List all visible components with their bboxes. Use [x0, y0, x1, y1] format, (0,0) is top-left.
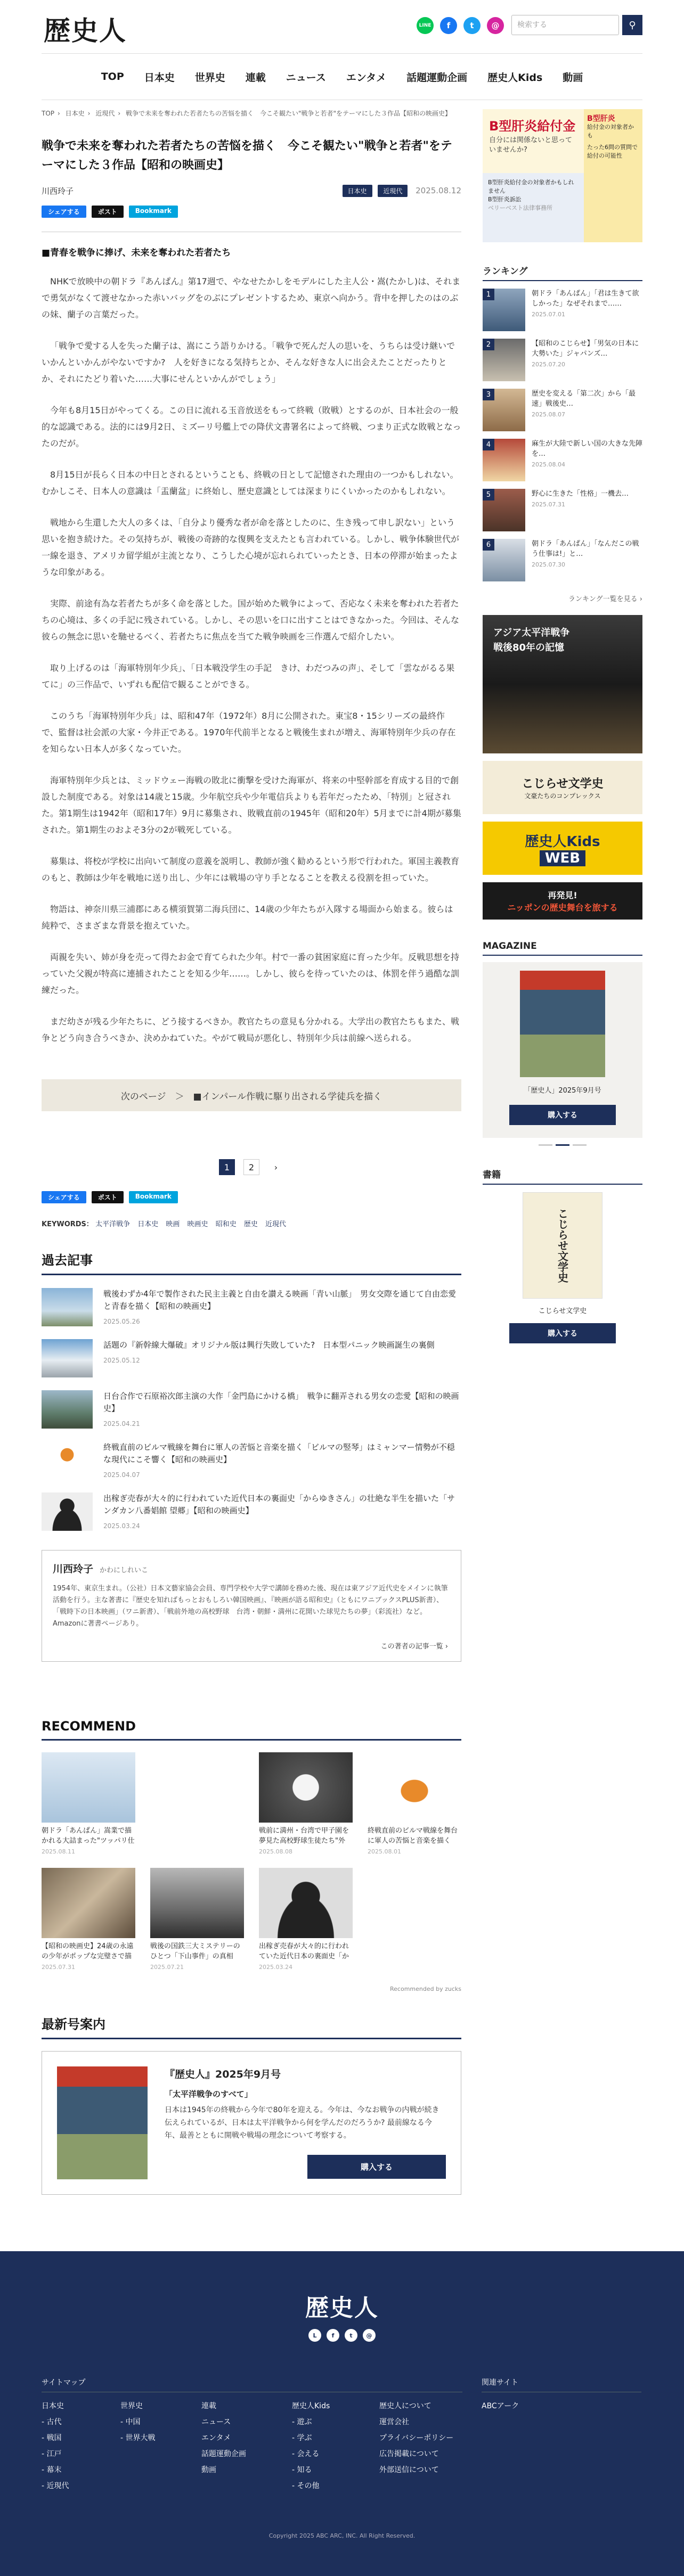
breadcrumb-modern[interactable]: 近現代: [95, 110, 115, 117]
carousel-dot[interactable]: [573, 1144, 587, 1146]
article-paragraph: 8月15日が長らく日本の中日とされるということも、終戦の日として記憶された理由の一つかもしれない。むかしこそ、日本人の意識は「盂蘭盆」に終始し、歴史意識としては深まりにくいかったのかもしれない。: [42, 470, 459, 496]
ranking-date: 2025.08.04: [532, 461, 565, 468]
global-nav: [0, 54, 684, 100]
latest-issue-title: 『歴史人』2025年9月号: [165, 2069, 281, 2080]
carousel-dots: [483, 1144, 642, 1146]
recommend-title: 出稼ぎ売春が大々的に行われていた近代日本の裏面史「か: [259, 1942, 349, 1960]
recommend-thumbnail: [150, 1752, 244, 1823]
footer-col: [120, 2398, 156, 2446]
banner-title: アジア太平洋戦争: [493, 627, 570, 638]
recommend-item[interactable]: [42, 1752, 135, 1855]
article-paragraph: 物語は、神奈川県三浦郡にある横須賀第二海兵団に、14歳の少年たちが入隊する場面から始まる。彼らは純粋で、さまざまな背景を抱えていた。: [42, 904, 453, 931]
x-post-button[interactable]: ポスト: [92, 1191, 124, 1203]
banner-title: 歴史人Kids: [525, 833, 600, 850]
past-articles: [42, 1288, 461, 1531]
footer-link[interactable]: 歴史人Kids: [292, 2402, 330, 2410]
nav-kids[interactable]: 歴史人Kids: [487, 71, 543, 84]
page-1[interactable]: 1: [219, 1159, 235, 1175]
nav-japanese-history[interactable]: 日本史: [144, 71, 175, 84]
nav-top[interactable]: TOP: [101, 71, 124, 83]
ranking-item[interactable]: [483, 289, 642, 331]
recommend-title: 戦前に満州・台湾で甲子園を夢見た高校野球生徒たち"外: [259, 1827, 349, 1845]
publish-date: 2025.08.12: [416, 186, 461, 195]
footer-link[interactable]: 歴史人について: [379, 2402, 431, 2410]
past-articles-heading: 過去記事: [42, 1250, 461, 1275]
past-article-title: 日台合作で石原裕次郎主演の大作「金門島にかける橋」 戦争に翻弄される男女の恋愛【昭和の映画史】: [103, 1391, 459, 1413]
facebook-icon[interactable]: f: [440, 17, 457, 34]
recommend-date: 2025.03.24: [259, 1964, 292, 1971]
nav-news[interactable]: ニュース: [286, 71, 326, 84]
banner-rediscover[interactable]: [483, 882, 642, 920]
article-thumbnail: [42, 1441, 93, 1480]
rank-number: 3: [483, 389, 494, 400]
banner-subtitle: 文豪たちのコンプレックス: [524, 792, 601, 800]
carousel-dot-active[interactable]: [556, 1144, 569, 1146]
facebook-share-button[interactable]: シェアする: [42, 1191, 86, 1203]
past-article-title: 終戦直前のビルマ戦線を舞台に軍人の苦悩と音楽を描く「ビルマの竪琴」はミャンマー情勢が不穏な現代にこそ響く【昭和の映画史】: [103, 1442, 455, 1464]
magazine-title: 「歴史人」2025年9月号: [524, 1087, 601, 1095]
ranking-item[interactable]: [483, 489, 642, 531]
ad-title: B型肝炎給付金: [489, 119, 576, 134]
article-paragraph: 「戦争で愛する人を失った蘭子は、嵩にこう語りかける。「戦争で死んだ人の思いを、うちらは受け継いでいかんといかんがやないですか? 人を好きになる気持ちとか、そんな好きな人に出会えたことだったりとか、それにたどり着いた……大事にせんといかんがでしょう」: [42, 341, 455, 384]
recommend-thumbnail: [368, 1868, 461, 1938]
footer-link[interactable]: - 世界大戦: [120, 2434, 156, 2442]
keyword[interactable]: 歴史: [243, 1220, 258, 1228]
footer-link[interactable]: - 古代: [42, 2418, 62, 2426]
recommend-date: 2025.08.08: [259, 1848, 292, 1855]
ad-lower-panel: [483, 173, 584, 242]
keywords: [42, 1218, 461, 1228]
rank-number: 5: [483, 489, 494, 501]
footer-link[interactable]: ABCアーク: [482, 2402, 519, 2410]
ranking-title: 麻生が大陸で新しい国の大きな先陣を…: [532, 440, 643, 458]
past-article-date: 2025.04.07: [103, 1471, 140, 1479]
footer-link[interactable]: 広告掲載について: [379, 2450, 439, 2458]
banner-war-memory[interactable]: [483, 615, 642, 753]
article-paragraph: 今年も8月15日がやってくる。この日に流れる玉音放送をもって終戦（敗戦）とするのが、日本社会の一般的な認識である。法的には9月2日、ミズーリ号艦上での降伏文書署名によって終戦、つまり正式な敗戦となったのだが。: [42, 405, 461, 448]
x-post-button[interactable]: ポスト: [92, 206, 124, 218]
book-title: こじらせ文学史: [538, 1307, 587, 1315]
footer-col: [201, 2398, 246, 2478]
recommend-date: 2025.07.21: [150, 1964, 184, 1971]
footer-link[interactable]: - 会える: [292, 2450, 320, 2458]
banner-subtitle: 戦後80年の記憶: [493, 642, 565, 653]
ranking-date: 2025.07.31: [532, 501, 565, 508]
breadcrumb: TOP › 日本史 › 近現代 › 戦争で未来を奪われた若者たちの苦悩を描く 今こそ観たい"戦争と若者"をテーマにした３作品【昭和の映画史】: [42, 110, 452, 117]
latest-issue-box: [42, 2051, 461, 2195]
ranking-date: 2025.07.20: [532, 361, 565, 368]
past-article-date: 2025.05.12: [103, 1357, 140, 1364]
site-footer: [0, 2251, 684, 2576]
ad-subtitle: 自分には関係ないと思っていませんか?: [489, 136, 573, 154]
footer-link[interactable]: 動画: [201, 2466, 216, 2474]
footer-col: [379, 2398, 453, 2478]
keywords-label: KEYWORDS：: [42, 1220, 93, 1228]
keyword[interactable]: 日本史: [137, 1220, 159, 1228]
recommend-grid: [42, 1752, 461, 1971]
author-box: [42, 1550, 461, 1662]
footer-col: [482, 2398, 519, 2414]
magazine-cover[interactable]: [520, 971, 605, 1077]
article-thumbnail: [42, 1492, 93, 1531]
recommend-title: [150, 1826, 244, 1846]
banner-title: こじらせ文学史: [522, 777, 604, 791]
page-2[interactable]: 2: [243, 1159, 259, 1175]
footer-link[interactable]: - 近現代: [42, 2482, 69, 2490]
recommend-title: [368, 1941, 461, 1962]
related-sites-heading: 関連サイト: [482, 2377, 641, 2392]
past-article-date: 2025.04.21: [103, 1420, 140, 1428]
nav-video[interactable]: 動画: [563, 71, 583, 84]
ad-line: B型肝炎給付金の対象者かもしれません: [488, 179, 574, 194]
footer-link[interactable]: - 知る: [292, 2466, 312, 2474]
author-row: [42, 185, 461, 197]
footer-link[interactable]: 日本史: [42, 2402, 64, 2410]
ranking-more-link[interactable]: ランキング一覧を見る ›: [568, 595, 642, 603]
ranking-item[interactable]: [483, 539, 642, 581]
article-paragraph: 海軍特別年少兵とは、ミッドウェー海戦の敗北に衝撃を受けた海軍が、将来の中堅幹部を育成する目的で創設した制度である。対象は14歳と15歳。少年航空兵や少年電信兵よりも若年だったため、「特別」と冠された。第1期生は1942年（昭和17年）9月に募集され、敗戦直前の1945年（昭和20年）5月までに計4期が募集された。第1期生のおよそ3分の2が戦死している。: [42, 775, 461, 835]
past-article[interactable]: [42, 1288, 461, 1326]
zucks-credit[interactable]: Recommended by zucks: [390, 1986, 461, 1992]
article-paragraph: 取り上げるのは「海軍特別年少兵」、「日本戦没学生の手記 きけ、わだつみの声」、そして「雲ながるる果てに」の三作品で、いずれも配信で観ることができる。: [42, 663, 455, 690]
footer-link[interactable]: - 遊ぶ: [292, 2418, 312, 2426]
ranking-title: 野心に生きた「性格」一機去…: [532, 490, 629, 498]
line-icon[interactable]: LINE: [417, 17, 434, 34]
footer-link[interactable]: ニュース: [201, 2418, 231, 2426]
rank-number: 6: [483, 539, 494, 551]
keyword[interactable]: 昭和史: [215, 1220, 237, 1228]
recommend-item-empty: [150, 1752, 244, 1855]
article-title: 戦争で未来を奪われた若者たちの苦悩を描く 今こそ観たい"戦争と若者"をテーマにした３作品【昭和の映画史】: [42, 140, 452, 172]
footer-link[interactable]: - 幕末: [42, 2466, 62, 2474]
ad-line: ベリーベスト法律事務所: [488, 204, 552, 211]
share-buttons: [42, 206, 461, 218]
keyword[interactable]: 映画史: [187, 1220, 208, 1228]
magazine-cover[interactable]: [57, 2066, 148, 2179]
footer-link[interactable]: - 江戸: [42, 2450, 62, 2458]
article-paragraph: 実際、前途有為な若者たちが多く命を落とした。国が始めた戦争によって、否応なく未来を奪われた若者たちの心境は、多くの手記に残されている。しかし、その思いを口に出すことはできなかった。今回は、そんな彼らの無念に思いを馳せるべく、若者たちに焦点を当てた戦争映画を三作選んで紹介したい。: [42, 598, 460, 642]
nav-series[interactable]: 連載: [245, 71, 266, 84]
footer-sitemap: [42, 2377, 642, 2490]
latest-issue-heading: 最新号案内: [42, 2014, 461, 2039]
ad-right-line: 給付金の対象者かも: [587, 124, 634, 139]
breadcrumb-top[interactable]: TOP: [42, 110, 55, 117]
book-item: [483, 1192, 642, 1352]
article-paragraph: 戦地から生還した大人の多くは、「自分より優秀な者が命を落としたのに、生き残って申し訳ない」という思いを抱き続けた。その気持ちが、戦後の奇跡的な復興を支えたとも言われている。しかし、戦争体験世代が一線を退き、アメリカ留学組が主流となり、こうした心境が忘れられていったとき、日本の停滞が始まったような印象がある。: [42, 518, 460, 577]
breadcrumb-current: 戦争で未来を奪われた若者たちの苦悩を描く 今こそ観たい"戦争と若者"をテーマにした３作品【昭和の映画史】: [125, 110, 452, 117]
ad-right-line: たった6問の質問で給付の可能性: [587, 144, 638, 159]
past-article[interactable]: [42, 1441, 461, 1480]
article-paragraph: 募集は、将校が学校に出向いて制度の意義を説明し、教師が強く勧めるという形で行われた。軍国主義教育のもと、教師は少年を戦地に送り出し、少年には戦場の守り手となることを教える役割を担っていた。: [42, 856, 460, 883]
latest-issue-text: [165, 2066, 446, 2179]
article-paragraph: NHKで放映中の朝ドラ『あんぱん』第17週で、やなせたかしをモデルにした主人公・嵩(たかし)は、それまで勇気がなくて渡せなかった赤いバッグをのぶにプレゼントするため、東京へ向かう。背中を押したのはのぶの妹、蘭子の言葉だった。: [42, 276, 461, 319]
banner-kojirase[interactable]: [483, 761, 642, 814]
banner-kids[interactable]: [483, 822, 642, 875]
magazine-heading: MAGAZINE: [483, 941, 642, 956]
magazine-carousel: [483, 962, 642, 1138]
recommend-title: 戦後の国鉄三大ミステリーのひとつ「下山事件」の真相: [150, 1942, 240, 1960]
sitemap-heading: サイトマップ: [42, 2377, 462, 2392]
breadcrumb-japanese-history[interactable]: 日本史: [65, 110, 85, 117]
author-name[interactable]: 川西玲子: [42, 186, 74, 196]
hatena-bookmark-button[interactable]: Bookmark: [129, 206, 178, 218]
rank-number: 2: [483, 339, 494, 350]
past-article-title: 出稼ぎ売春が大々的に行われていた近代日本の裏面史「からゆきさん」の壮絶な半生を描いた「サンダカン八番娼館 望郷」【昭和の映画史】: [103, 1494, 455, 1515]
buy-button[interactable]: 購入する: [307, 2155, 446, 2179]
book-cover[interactable]: こじらせ文学史: [523, 1192, 602, 1299]
hatena-bookmark-button[interactable]: Bookmark: [129, 1191, 178, 1203]
past-article[interactable]: [42, 1492, 461, 1531]
magazine-buy-button[interactable]: 購入する: [509, 1105, 616, 1125]
keyword[interactable]: 近現代: [265, 1220, 287, 1228]
footer-link[interactable]: 外部送信について: [379, 2466, 439, 2474]
banner-title: 再発見!: [548, 890, 577, 900]
latest-issue-description: 日本は1945年の終戦から今年で80年を迎える。今年は、今なお戦争の内戦が続き伝えられているが、日本は太平洋戦争から何を学んだのだろうか? 最前線なる今年、最善とともに開戦や戦場の理念について考察する。: [165, 2106, 439, 2140]
ranking-item[interactable]: [483, 339, 642, 381]
footer-link[interactable]: エンタメ: [201, 2434, 231, 2442]
instagram-icon[interactable]: @: [487, 17, 504, 34]
main-column: [42, 109, 461, 1662]
ranking-title: 【昭和のこじらせ】「男気の日本に大勢いた」ジャパンズ…: [532, 340, 639, 358]
footer-link[interactable]: 世界史: [120, 2402, 143, 2410]
past-article-title: 戦後わずか4年で製作された民主主義と自由を讃える映画「青い山脈」 男女交際を通じて自由恋愛と青春を描く【昭和の映画史】: [103, 1289, 457, 1311]
footer-link[interactable]: - 中国: [120, 2418, 141, 2426]
article-paragraph: まだ幼さが残る少年たちに、どう接するべきか。教官たちの意見も分かれる。大学出の教官たちもまた、戦争とどう向き合うべきか、決めかねていた。やがて戦局が悪化し、特別年少兵は前線へ送られる。: [42, 1016, 460, 1043]
footer-link[interactable]: - 戦国: [42, 2434, 62, 2442]
footer-link[interactable]: 連載: [201, 2402, 216, 2410]
footer-link[interactable]: 話題運動企画: [201, 2450, 246, 2458]
recommend-thumbnail: [42, 1868, 135, 1938]
footer-link[interactable]: - 学ぶ: [292, 2434, 312, 2442]
tag[interactable]: 近現代: [378, 185, 408, 197]
ranking-title: 歴史を変える「第二次」から「最速」戦後史…: [532, 390, 636, 408]
pagination: [42, 1159, 461, 1175]
past-article[interactable]: [42, 1390, 461, 1429]
recommend-title: 【昭和の映画史】24歳の永遠の少年がポップな完璧さで描: [42, 1942, 134, 1960]
nav-events[interactable]: 話題運動企画: [406, 71, 468, 84]
next-page-link[interactable]: 次のページ ＞ ■インパール作戦に駆り出される学徒兵を描く: [42, 1079, 461, 1111]
footer-logo[interactable]: 歴史人: [305, 2294, 379, 2321]
article-thumbnail: [42, 1288, 93, 1326]
author-articles-link[interactable]: この著者の記事一覧 ›: [380, 1643, 448, 1651]
footer-col: [292, 2398, 330, 2494]
recommend-thumbnail: [259, 1868, 353, 1938]
next-page-arrow[interactable]: ›: [274, 1162, 278, 1172]
footer-link[interactable]: 運営会社: [379, 2418, 409, 2426]
article-paragraph: このうち「海軍特別年少兵」は、昭和47年（1972年）8月に公開された。東宝8・15シリーズの最終作で、監督は社会派の大家・今井正である。1970年代前半となると戦後生まれが増え、海軍特別年少兵の存在を知らない日本人が多くなっていた。: [42, 711, 456, 754]
ranking-date: 2025.07.30: [532, 561, 565, 568]
ranking-item[interactable]: [483, 389, 642, 431]
tag-list: [339, 185, 461, 197]
nav-entertainment[interactable]: エンタメ: [346, 71, 387, 84]
carousel-dot[interactable]: [539, 1144, 552, 1146]
search-input[interactable]: 検索する: [511, 15, 619, 35]
recommend-thumbnail: [42, 1752, 135, 1823]
article-body: [42, 273, 461, 1046]
article-subheading: ■青春を戦争に捧げ、未来を奪われた若者たち: [42, 248, 231, 258]
ad-line: B型肝炎訴訟: [488, 196, 522, 203]
recommend-date: 2025.08.11: [42, 1848, 75, 1855]
site-logo[interactable]: 歴史人: [44, 15, 127, 46]
twitter-icon[interactable]: t: [463, 17, 481, 34]
author-name: 川西玲子: [53, 1563, 94, 1575]
ranking-title: 朝ドラ「あんぱん」「君は生きて欲しかった」なぜそれまで……: [532, 290, 639, 308]
rank-number: 4: [483, 439, 494, 450]
footer-social-icons: [0, 2329, 684, 2342]
ranking-item[interactable]: [483, 439, 642, 481]
author-kana: かわにしれいこ: [100, 1566, 149, 1574]
past-article-title: 話題の『新幹線大爆破』オリジナル版は興行失敗していた? 日本型パニック映画誕生の裏側: [103, 1340, 435, 1350]
latest-issue-subtitle: 「太平洋戦争のすべて」: [165, 2089, 253, 2099]
recommend-item[interactable]: [42, 1868, 135, 1971]
advertisement[interactable]: [483, 109, 642, 242]
share-buttons-bottom: [42, 1191, 461, 1203]
author-box-name: [53, 1561, 450, 1576]
copyright: Copyright 2025 ABC ARC, INC. All Right Reserved.: [268, 2532, 416, 2539]
line-icon[interactable]: L: [308, 2329, 321, 2342]
recommend-item[interactable]: [150, 1868, 244, 1971]
recommend-date: 2025.07.31: [42, 1964, 75, 1971]
rank-number: 1: [483, 289, 494, 300]
recommend-item[interactable]: [259, 1868, 353, 1971]
ranking-list: [483, 289, 642, 581]
footer-col: [42, 2398, 69, 2494]
recommend-item-empty: [368, 1868, 461, 1971]
facebook-share-button[interactable]: シェアする: [42, 206, 86, 218]
sidebar: [483, 109, 642, 1352]
ad-right-panel: [584, 109, 642, 242]
past-article-date: 2025.03.24: [103, 1522, 140, 1530]
facebook-icon[interactable]: f: [327, 2329, 339, 2342]
twitter-icon[interactable]: t: [345, 2329, 357, 2342]
article-paragraph: 両親を失い、姉が身を売って得たお金で育てられた少年。村で一番の貧困家庭に育った少年。反戦思想を持っていた父親が特高に連捕されたことを知る少年……。しかし、彼らを待っていたのは、体罰を伴う過酷な訓練だった。: [42, 952, 460, 995]
recommend-title: 朝ドラ「あんぱん」嵩業で描かれる大詰まった"ツッパリ仕: [42, 1827, 135, 1845]
recommend-thumbnail: [150, 1868, 244, 1938]
book-buy-button[interactable]: 購入する: [509, 1323, 616, 1343]
article-thumbnail: [42, 1390, 93, 1429]
social-icons: [417, 17, 504, 34]
tag[interactable]: 日本史: [343, 185, 372, 197]
recommend-thumbnail: [259, 1752, 353, 1823]
banner-subtitle: ニッポンの歴史舞台を旅する: [507, 903, 618, 913]
banner-subtitle: WEB: [540, 850, 585, 866]
past-article[interactable]: [42, 1339, 461, 1377]
keyword[interactable]: 映画: [166, 1220, 180, 1228]
ranking-date: 2025.08.07: [532, 411, 565, 418]
ranking-title: 朝ドラ「あんぱん」「なんだこの戦う仕事は!」と…: [532, 540, 639, 558]
author-bio: 1954年、東京生まれ。（公社）日本文藝家協会会員、専門学校や大学で講師を務めた後、現在は東アジア近代史をメインに執筆活動を行う。主な著書に『歴史を知ればもっとおもしろい韓国映画』、『映画が語る昭和史』（ともにワニブックスPLUS新書）、「戦時下の日本映画」（ワニ新書）、「戦前外地の高校野球 台湾・朝鮮・満州に花開いた球児たちの夢」（彩流社）など。Amazonに著書ページあり。: [53, 1585, 448, 1628]
footer-link[interactable]: - その他: [292, 2482, 320, 2490]
recommend-heading: RECOMMEND: [42, 1719, 461, 1741]
ranking-date: 2025.07.01: [532, 311, 565, 318]
recommend-item[interactable]: [368, 1752, 461, 1855]
books-heading: 書籍: [483, 1167, 642, 1185]
keyword[interactable]: 太平洋戦争: [95, 1220, 131, 1228]
footer-link[interactable]: プライバシーポリシー: [379, 2434, 454, 2442]
ranking-heading: ランキング: [483, 264, 642, 281]
ad-right-title: B型肝炎: [587, 114, 615, 123]
recommend-date: 2025.08.01: [368, 1848, 401, 1855]
site-header: [42, 0, 642, 53]
recommend-title: 終戦直前のビルマ戦線を舞台に軍人の苦悩と音楽を描く: [368, 1827, 458, 1845]
article-thumbnail: [42, 1339, 93, 1377]
past-article-date: 2025.05.26: [103, 1318, 140, 1325]
recommend-item[interactable]: [259, 1752, 353, 1855]
nav-world-history[interactable]: 世界史: [194, 71, 225, 84]
recommend-thumbnail: [368, 1752, 461, 1823]
recommend-section: [42, 1719, 461, 2195]
instagram-icon[interactable]: @: [363, 2329, 376, 2342]
search-icon[interactable]: ⚲: [622, 15, 642, 35]
